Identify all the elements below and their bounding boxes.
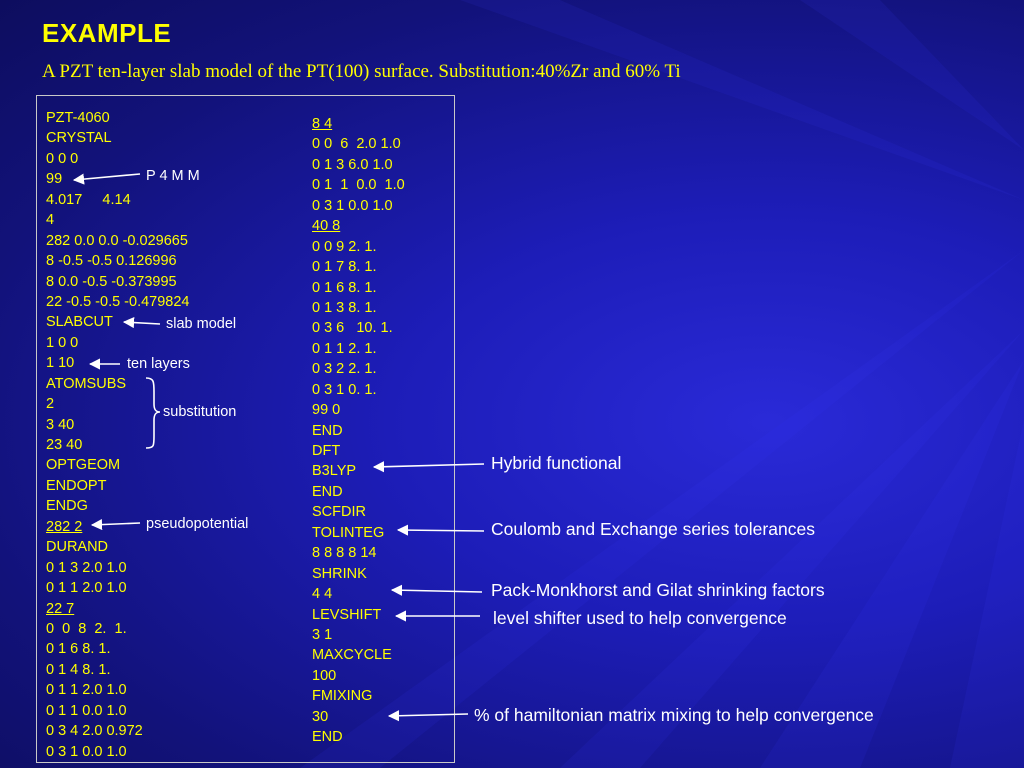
code-line: 0 3 2 2. 1. <box>312 361 377 378</box>
code-line: 0 1 1 0.0 1.0 <box>46 702 127 719</box>
code-line: ENDG <box>46 498 88 515</box>
code-line: END <box>312 729 343 746</box>
arrow-tolerances <box>398 530 484 531</box>
code-line: SHRINK <box>312 565 367 582</box>
annotation-tolerances: Coulomb and Exchange series tolerances <box>491 519 815 539</box>
code-line: 0 3 4 2.0 0.972 <box>46 723 143 740</box>
annotation-substitution: substitution <box>163 404 237 420</box>
code-line: 282 2 <box>46 518 83 535</box>
arrow-fmixing <box>389 714 468 716</box>
annotation-level-shifter: level shifter used to help convergence <box>493 608 787 628</box>
code-line: FMIXING <box>312 688 373 705</box>
annotation-slab-model: slab model <box>166 316 237 332</box>
code-line: DURAND <box>46 539 109 556</box>
arrow-shrinking <box>392 590 482 592</box>
annotation-shrinking-factors: Pack-Monkhorst and Gilat shrinking factors <box>491 580 825 600</box>
code-line: 0 1 1 0.0 1.0 <box>312 177 405 194</box>
code-line: 8 0.0 -0.5 -0.373995 <box>46 273 177 290</box>
slide-subtitle: A PZT ten-layer slab model of the PT(100) surface. Substitution:40%Zr and 60% Ti <box>42 61 681 82</box>
code-line: 4 <box>46 212 55 229</box>
code-line: 30 <box>312 708 329 725</box>
code-line: 40 8 <box>312 218 341 235</box>
annotation-hybrid-functional: Hybrid functional <box>491 453 622 473</box>
code-line: ENDOPT <box>46 477 107 494</box>
code-line: 4 4 <box>312 586 333 603</box>
code-line: 100 <box>312 667 337 684</box>
code-line: B3LYP <box>312 463 357 480</box>
code-line: 0 1 3 8. 1. <box>312 299 377 316</box>
code-line: 0 1 1 2. 1. <box>312 340 377 357</box>
code-line: 99 0 <box>312 402 341 419</box>
code-line: 0 3 1 0.0 1.0 <box>46 743 127 760</box>
arrow-space-group <box>74 174 140 180</box>
code-line: 2 <box>46 396 55 413</box>
code-line: 0 1 6 8. 1. <box>312 279 377 296</box>
annotation-pseudopotential: pseudopotential <box>146 516 249 532</box>
code-line: END <box>312 483 343 500</box>
arrow-hybrid-functional <box>374 464 484 467</box>
code-line: ATOMSUBS <box>46 375 127 392</box>
code-line: 0 1 3 6.0 1.0 <box>312 156 393 173</box>
code-line: 0 0 8 2. 1. <box>46 620 127 637</box>
code-line: MAXCYCLE <box>312 647 392 664</box>
code-line: 1 10 <box>46 355 75 372</box>
code-line: DFT <box>312 443 341 459</box>
code-line: 0 1 4 8. 1. <box>46 661 111 678</box>
code-line: 22 -0.5 -0.5 -0.479824 <box>46 293 190 310</box>
code-line: 8 8 8 8 14 <box>312 545 377 562</box>
code-line: CRYSTAL <box>46 130 112 147</box>
code-line: 0 0 9 2. 1. <box>312 238 377 255</box>
arrow-pseudopotential <box>92 523 140 525</box>
code-line: 0 1 7 8. 1. <box>312 259 377 276</box>
code-line: 0 1 6 8. 1. <box>46 641 111 658</box>
code-line: 1 0 0 <box>46 334 79 351</box>
substitution-brace <box>146 378 160 448</box>
code-line: 0 1 1 2.0 1.0 <box>46 682 127 699</box>
code-line: 0 0 6 2.0 1.0 <box>312 136 401 153</box>
annotation-ten-layers: ten layers <box>127 356 190 372</box>
code-line: OPTGEOM <box>46 457 121 474</box>
code-line: 4.017 4.14 <box>46 191 131 208</box>
code-line: 3 40 <box>46 416 75 433</box>
code-line: 0 0 0 <box>46 150 79 167</box>
annotation-space-group: P 4 M M <box>146 168 200 184</box>
code-line: 22 7 <box>46 600 75 617</box>
code-line: 0 1 1 2.0 1.0 <box>46 580 127 597</box>
code-line: 0 1 3 2.0 1.0 <box>46 559 127 576</box>
code-line: TOLINTEG <box>312 524 385 541</box>
code-line: PZT-4060 <box>46 110 110 126</box>
code-line: 0 3 1 0. 1. <box>312 381 377 398</box>
code-line: 8 -0.5 -0.5 0.126996 <box>46 253 177 270</box>
code-line: 8 4 <box>312 116 333 132</box>
code-line: 0 3 1 0.0 1.0 <box>312 197 393 214</box>
code-line: 99 <box>46 171 63 188</box>
slide-title: EXAMPLE <box>42 18 172 48</box>
annotation-fmixing: % of hamiltonian matrix mixing to help convergence <box>474 705 874 725</box>
code-line: 3 1 <box>312 626 333 643</box>
code-line: 0 3 6 10. 1. <box>312 320 393 337</box>
code-line: SCFDIR <box>312 504 366 521</box>
arrow-slab-model <box>124 322 160 324</box>
code-line: END <box>312 422 343 439</box>
code-line: 23 40 <box>46 437 83 453</box>
code-line: LEVSHIFT <box>312 606 382 623</box>
code-line: 282 0.0 0.0 -0.029665 <box>46 232 188 249</box>
code-line: SLABCUT <box>46 314 113 331</box>
